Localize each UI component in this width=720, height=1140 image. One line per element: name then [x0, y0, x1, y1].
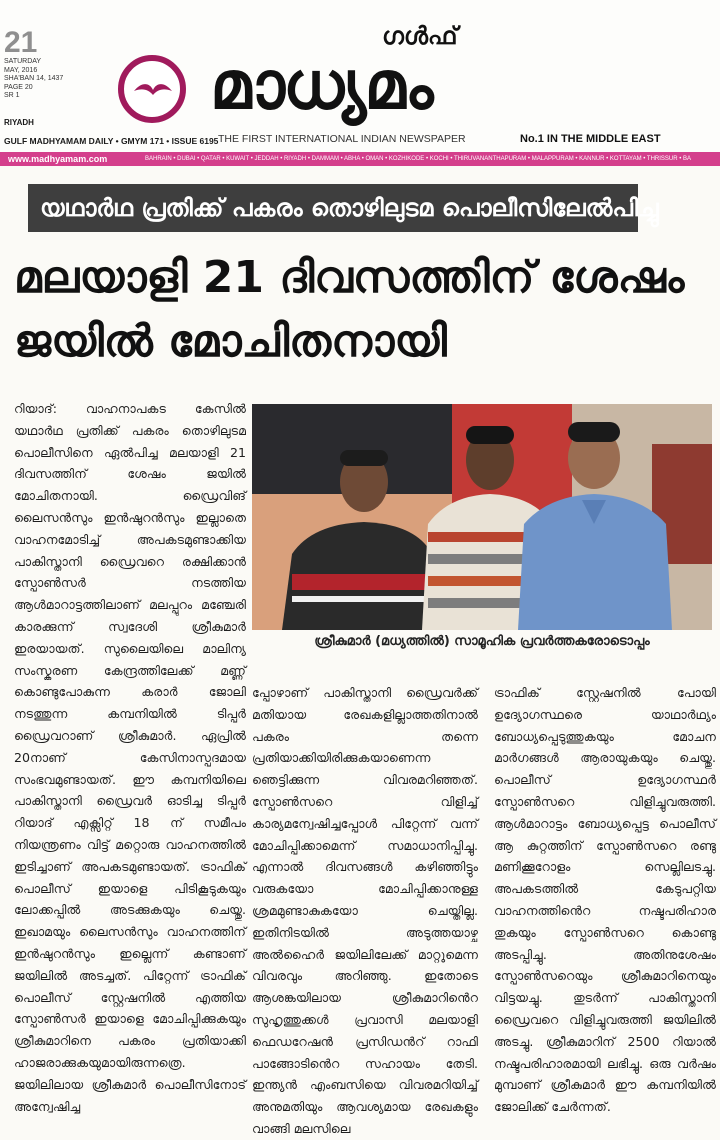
kicker-strap: യഥാർഥ പ്രതിക്ക് പകരം തൊഴിലുടമ പൊലീസിലേൽപിച്ചു: [28, 184, 638, 232]
brand-logo-text: മാധ്യമം: [210, 47, 432, 124]
edition-city: RIYADH: [4, 118, 34, 127]
brand-gulf: ഗൾഫ്: [382, 22, 458, 50]
website-url: www.madhyamam.com: [8, 154, 108, 164]
photo-illustration: [252, 404, 712, 630]
bird-logo-icon: [132, 79, 174, 101]
website-strip: [0, 152, 720, 166]
logo-emblem: [118, 55, 186, 123]
price: SR 1: [4, 92, 20, 99]
page-number: PAGE 20: [4, 83, 33, 91]
article-column-1: റിയാദ്: വാഹനാപകട കേസിൽ യഥാർഥ പ്രതിക്ക് പകരം തൊഴിലുടമ പൊലീസിനെ ഏൽപിച്ച മലയാളി 21 ദിവസത്തിന് ശേഷം ജയിൽ മോചിതനായി. ഡ്രൈവിങ് ലൈസൻസും ഇൻഷുറൻസും ഇല്ലാതെ വാഹനമോടിച്ച് അപകടമുണ്ടാക്കിയ പാകിസ്താനി ഡ്രൈവറെ രക്ഷിക്കാൻ സ്പോൺസർ നടത്തിയ ആൾമാറാട്ടത്തിലാണ് മലപ്പുറം മഞ്ചേരി കാരക്കുന്ന് സ്വദേശി ശ്രീകുമാർ ഇരയായത്. സുലൈയിലെ മാലിന്യ സംസ്കരണ കേന്ദ്രത്തിലേക്ക് മണ്ണ് കൊണ്ടുപോകുന്ന കരാർ ജോലി നടത്തുന്ന കമ്പനിയിൽ ടിപ്പർ ഡ്രൈവറാണ് ശ്രീകുമാർ. ഏപ്രിൽ 20നാണ് കേസിനാസ്പദമായ സംഭവമുണ്ടായത്. ഈ കമ്പനിയിലെ പാകിസ്താനി ഡ്രൈവർ ഓടിച്ച ടിപ്പർ റിയാദ് എക്സിറ്റ് 18 ന് സമീപം നിയന്ത്രണം വിട്ട് മറ്റൊരു വാഹനത്തിൽ ഇടിച്ചാണ് അപകടമുണ്ടായത്. ട്രാഫിക് പൊലീസ് ഇയാളെ പിടികൂടുകയും ലോക്കപ്പിൽ അടക്കുകയും ചെയ്തു. ഇഖാമയും ലൈസൻസും വാഹനത്തിന് ഇൻഷുറൻസും ഇല്ലെന്ന് കണ്ടാണ് ജയിലിൽ അടച്ചത്. പിറ്റേന്ന് ട്രാഫിക് പൊലീസ് സ്റ്റേഷനിൽ എത്തിയ സ്പോൺസർ ഇയാളെ മോചിപ്പിക്കുകയും ശ്രീകുമാറിനെ പകരം പ്രതിയാക്കി ഹാജരാക്കുകയുമായിരുന്നത്രെ. ജയിലിലായ ശ്രീകുമാർ പൊലീസിനോട് അന്വേഷിച്ച: [14, 401, 246, 1114]
date-hijri: SHA'BAN 14, 1437: [4, 75, 64, 82]
date-month: MAY, 2016: [4, 66, 38, 74]
tagline: THE FIRST INTERNATIONAL INDIAN NEWSPAPER: [218, 133, 466, 145]
slogan: No.1 IN THE MIDDLE EAST: [520, 133, 661, 145]
issue-info: GULF MADHYAMAM DAILY • GMYM 171 • ISSUE 6195: [4, 136, 219, 146]
date-weekday: SATURDAY: [4, 58, 42, 65]
edition-cities: BAHRAIN • DUBAI • QATAR • KUWAIT • JEDDAH • RIYADH • DAMMAM • ABHA • OMAN • KOZHIKODE • KOCHI • THIRUVANANTHAPURAM • MALAPPURAM • KANNUR • KOTTAYAM • THRISSUR • BA: [145, 156, 692, 162]
article-column-3: ട്രാഫിക് സ്റ്റേഷനിൽ പോയി ഉദ്യോഗസ്ഥരെ യാഥാർഥ്യം ബോധ്യപ്പെടുത്തുകയും മോചന മാർഗങ്ങൾ ആരായുകയും ചെയ്തു. പൊലീസ് ഉദ്യോഗസ്ഥർ സ്പോൺസറെ വിളിച്ചുവരുത്തി. ആൾമാറാട്ടം ബോധ്യപ്പെട്ട പൊലീസ് ആ കുറ്റത്തിന് സ്പോൺസറെ രണ്ടു മണിക്കൂറോളം സെല്ലിലടച്ചു. അപകടത്തിൽ കേടുപറ്റിയ വാഹനത്തിൻെറ നഷ്ടപരിഹാര തുകയും സ്പോൺസറെ കൊണ്ടു അടപ്പിച്ചു. അതിനുശേഷം സ്പോൺസറെയും ശ്രീകുമാറിനെയും വിട്ടയച്ചു. തുടർന്ന് പാകിസ്താനി ഡ്രൈവറെ വിളിച്ചുവരുത്തി ജയിലിൽ അടച്ചു. ശ്രീകുമാറിന് 2500 റിയാൽ നഷ്ടപരിഹാരമായി ലഭിച്ചു. ഒരു വർഷം മുമ്പാണ് ശ്രീകുമാർ ഈ കമ്പനിയിൽ ജോലിക്ക് ചേർന്നത്.: [494, 685, 716, 1115]
date-day: 21: [4, 26, 38, 59]
news-photo: [252, 404, 712, 630]
date-block: [4, 28, 94, 101]
photo-caption: ശ്രീകുമാർ (മധ്യത്തിൽ) സാമൂഹിക പ്രവർത്തകരോടൊപ്പം: [314, 634, 650, 649]
article-column-2: പ്പോഴാണ് പാകിസ്താനി ഡ്രൈവർക്ക് മതിയായ രേഖകളില്ലാത്തതിനാൽ പകരം തന്നെ പ്രതിയാക്കിയിരിക്കുകയാണെന്ന ഞെട്ടിക്കുന്ന വിവരമറിഞ്ഞത്. സ്പോൺസറെ വിളിച്ച് കാര്യമന്വേഷിച്ചപ്പോൾ പിറ്റേന്ന് വന്ന് മോചിപ്പിക്കാമെന്ന് സമാധാനിപ്പിച്ചു. എന്നാൽ ദിവസങ്ങൾ കഴിഞ്ഞിട്ടും വരുകയോ മോചിപ്പിക്കാനുള്ള ശ്രമമുണ്ടാകുകയോ ചെയ്തില്ല. ഇതിനിടയിൽ അടുത്തയാഴ്ച അൽഹൈർ ജയിലിലേക്ക് മാറ്റുമെന്ന വിവരവും അറിഞ്ഞു. ഇതോടെ ആശങ്കയിലായ ശ്രീകുമാറിൻെറ സുഹൃത്തുക്കൾ പ്രവാസി മലയാളി ഫെഡറേഷൻ പ്രസിഡൻറ് റാഫി പാങ്ങോടിൻെറ സഹായം തേടി. ഇന്ത്യൻ എംബസിയെ വിവരമറിയിച്ച് അനുമതിയും ആവശ്യമായ രേഖകളും വാങ്ങി മലസിലെ: [252, 685, 478, 1136]
headline: മലയാളി 21 ദിവസത്തിന് ശേഷം ജയിൽ മോചിതനായി: [14, 252, 685, 367]
masthead: [0, 0, 720, 152]
